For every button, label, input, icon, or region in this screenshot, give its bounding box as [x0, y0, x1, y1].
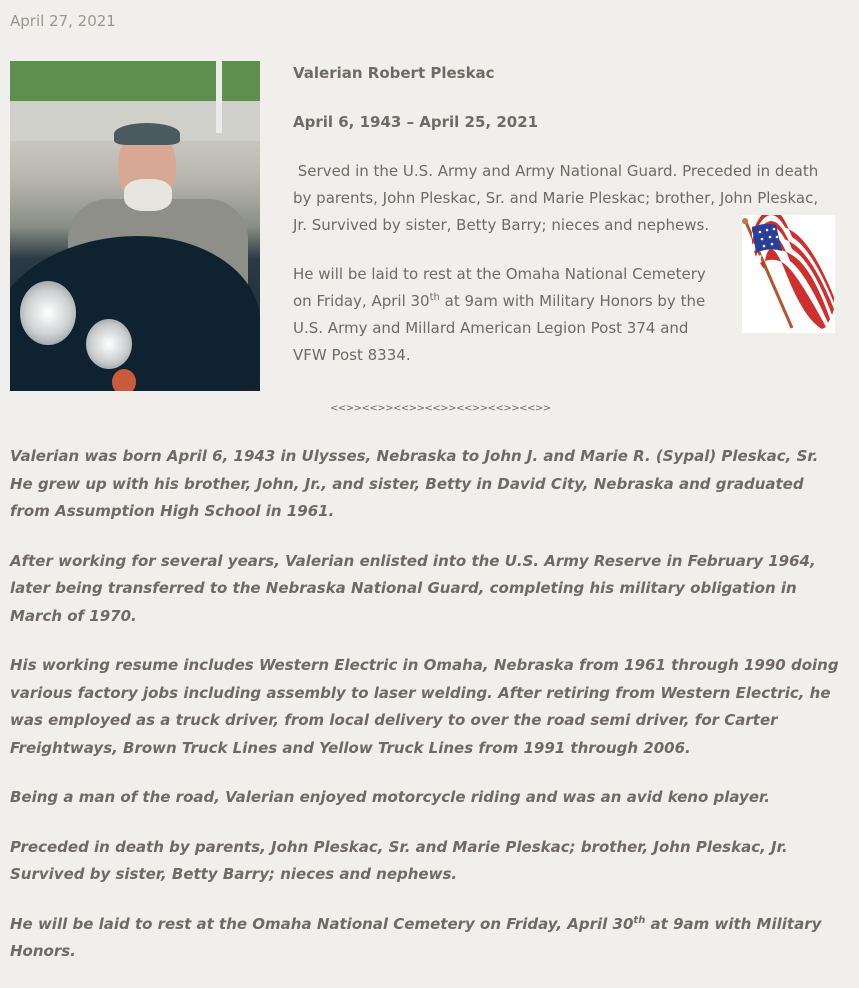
burial-post: at 9am with Military Honors by the U.S. Army and Millard American Legion Post 374 and VFW Post 8334.	[293, 292, 706, 364]
bio-paragraph-2: After working for several years, Valerian enlisted into the U.S. Army Reserve in February 1964, later being transferred to the Nebraska National Guard, completing his military obligation in March of 1970.	[10, 551, 816, 625]
biography	[10, 443, 840, 988]
service-text: Served in the U.S. Army and Army National Guard. Preceded in death by parents, John Pleskac, Sr. and Marie Pleskac; brother, John Pleskac, Jr. Survived by sister, Betty Barry; nieces and nephews.	[293, 162, 819, 234]
section-divider: <<>><<>><<>><<>><<>><<>><<>>	[330, 403, 551, 414]
bio-p6-pre: He will be laid to rest at the Omaha National Cemetery on Friday, April 30	[10, 914, 634, 933]
deceased-name: Valerian Robert Pleskac	[293, 64, 495, 82]
bio-paragraph-1: Valerian was born April 6, 1943 in Ulysses, Nebraska to John J. and Marie R. (Sypal) Pleskac, Sr. He grew up with his brother, John, Jr., and sister, Betty in David City, Nebraska and graduated from Assumption High School in 1961.	[10, 447, 819, 520]
life-dates: April 6, 1943 – April 25, 2021	[293, 113, 539, 131]
bio-paragraph-4: Being a man of the road, Valerian enjoyed motorcycle riding and was an avid keno player.	[10, 788, 770, 806]
bio-paragraph-3: His working resume includes Western Electric in Omaha, Nebraska from 1961 through 1990 doing various factory jobs including assembly to laser welding. After retiring from Western Electric, he was employed as a truck driver, from local delivery to over the road semi driver, for Carter Freightways, Brown Truck Lines and Yellow Truck Lines from 1991 through 2006.	[10, 656, 839, 757]
bio-p6-post: at 9am with Military Honors.	[10, 914, 822, 960]
bio-paragraph-6	[10, 911, 840, 966]
portrait-photo	[10, 61, 260, 391]
american-flag-icon	[742, 215, 835, 333]
bio-paragraph-5: Preceded in death by parents, John Pleskac, Sr. and Marie Pleskac; brother, John Pleskac, Jr. Survived by sister, Betty Barry; nieces and nephews.	[10, 837, 788, 883]
burial-sup: th	[429, 292, 440, 303]
bio-p6-sup: th	[633, 914, 646, 926]
burial-pre: He will be laid to rest at the Omaha National Cemetery on Friday, April 30	[293, 265, 706, 310]
post-date: April 27, 2021	[10, 12, 116, 30]
burial-paragraph	[293, 261, 718, 369]
